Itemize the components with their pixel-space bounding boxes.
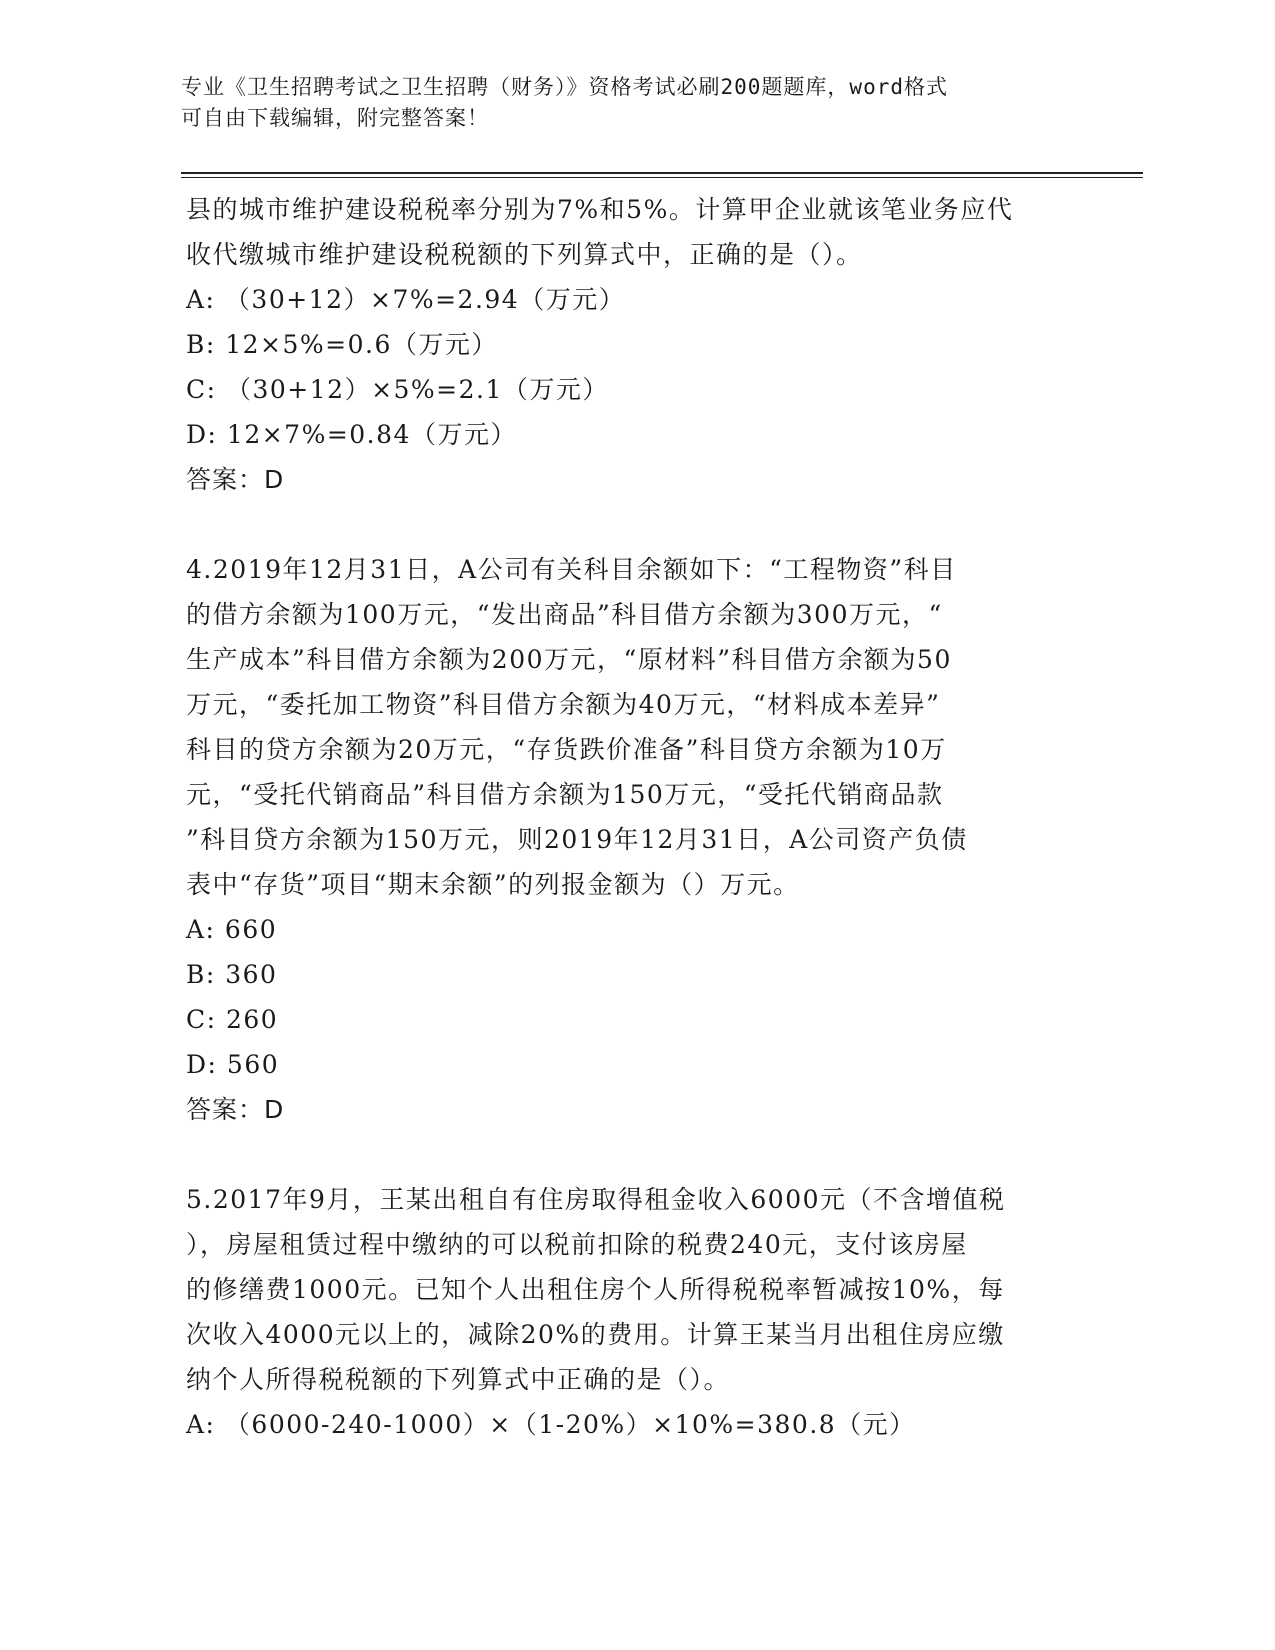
header-rule-thin bbox=[181, 177, 1143, 178]
question-text-line: 生产成本”科目借方余额为200万元，“原材料”科目借方余额为50 bbox=[186, 645, 952, 674]
question-text-line: 次收入4000元以上的，减除20%的费用。计算王某当月出租住房应缴 bbox=[186, 1320, 1005, 1349]
question-3 bbox=[186, 187, 1066, 502]
question-text-line: 的修缮费1000元。已知个人出租住房个人所得税税率暂减按10%，每 bbox=[186, 1275, 1005, 1304]
option-a: A: 660 bbox=[186, 915, 278, 944]
question-text-line: 科目的贷方余额为20万元，“存货跌价准备”科目贷方余额为10万 bbox=[186, 735, 947, 764]
option-d: D: 12×7%=0.84（万元） bbox=[186, 420, 517, 449]
option-d: D: 560 bbox=[186, 1050, 280, 1079]
option-c: C: 260 bbox=[186, 1005, 279, 1034]
question-text-line: 4.2019年12月31日，A公司有关科目余额如下：“工程物资”科目 bbox=[186, 555, 957, 584]
option-a: A: （6000-240-1000）×（1-20%）×10%=380.8（元） bbox=[186, 1410, 916, 1439]
question-text-line: ），房屋租赁过程中缴纳的可以税前扣除的税费240元，支付该房屋 bbox=[186, 1230, 968, 1259]
question-text-line: 收代缴城市维护建设税税额的下列算式中，正确的是（）。 bbox=[186, 240, 863, 269]
question-spacer bbox=[186, 1132, 1066, 1177]
question-text-line: 纳个人所得税税额的下列算式中正确的是（）。 bbox=[186, 1365, 731, 1394]
question-4 bbox=[186, 547, 1066, 1132]
header-line-1: 专业《卫生招聘考试之卫生招聘（财务）》资格考试必刷200题题库，word格式 bbox=[181, 75, 948, 99]
document-header bbox=[181, 72, 1041, 134]
question-text-line: 表中“存货”项目“期末余额”的列报金额为（）万元。 bbox=[186, 870, 800, 899]
header-rule-thick bbox=[181, 172, 1143, 174]
answer-line: 答案：D bbox=[186, 1095, 285, 1124]
question-text-line: ”科目贷方余额为150万元，则2019年12月31日，A公司资产负债 bbox=[186, 825, 968, 854]
option-a: A: （30+12）×7%=2.94（万元） bbox=[186, 285, 626, 314]
question-spacer bbox=[186, 502, 1066, 547]
option-c: C: （30+12）×5%=2.1（万元） bbox=[186, 375, 609, 404]
header-line-2: 可自由下载编辑，附完整答案！ bbox=[181, 106, 489, 130]
answer-line: 答案：D bbox=[186, 465, 285, 494]
option-b: B: 360 bbox=[186, 960, 278, 989]
question-text-line: 元，“受托代销商品”科目借方余额为150万元，“受托代销商品款 bbox=[186, 780, 944, 809]
question-text-line: 县的城市维护建设税税率分别为7%和5%。计算甲企业就该笔业务应代 bbox=[186, 195, 1014, 224]
option-b: B: 12×5%=0.6（万元） bbox=[186, 330, 498, 359]
document-body bbox=[186, 187, 1066, 1447]
question-5 bbox=[186, 1177, 1066, 1447]
question-text-line: 的借方余额为100万元，“发出商品”科目借方余额为300万元，“ bbox=[186, 600, 943, 629]
question-text-line: 5.2017年9月，王某出租自有住房取得租金收入6000元（不含增值税 bbox=[186, 1185, 1006, 1214]
question-text-line: 万元，“委托加工物资”科目借方余额为40万元，“材料成本差异” bbox=[186, 690, 941, 719]
